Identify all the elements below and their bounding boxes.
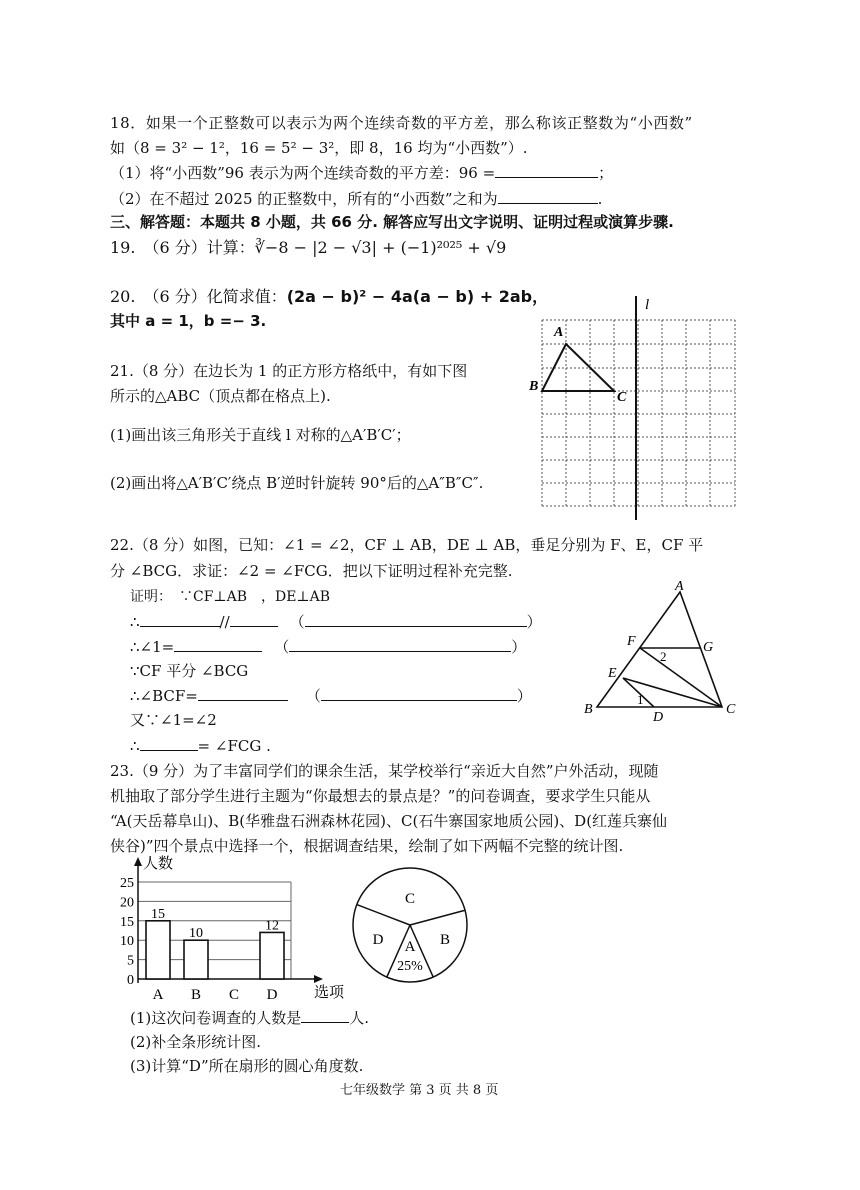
bar [146,921,170,979]
y-axis-label: 人数 [143,856,174,872]
bar-chart [108,852,348,1002]
pie-chart [345,860,475,990]
q22-triangle-figure [580,580,750,725]
y-tick-label: 10 [120,934,134,950]
svg-text:E: E [608,666,617,681]
q23-part3: (3)计算“D”所在扇形的圆心角度数. [130,1057,364,1075]
y-tick-label: 5 [127,953,134,969]
proof-line-5: ∴∠BCF= （ ） [130,687,532,705]
pie-slice-label: C [404,891,416,907]
label-b: B [529,379,539,394]
q22-line2: 分 ∠BCG．求证：∠2 = ∠FCG．把以下证明过程补充完整. [110,562,513,580]
q21-grid-figure [525,292,750,522]
proof-line-4: ∵CF 平分 ∠BCG [130,662,249,680]
svg-text:1: 1 [637,692,644,707]
proof-reason-3[interactable] [289,636,511,652]
proof-blank-7[interactable] [140,735,198,751]
y-tick-label: 20 [120,895,134,911]
y-tick-label: 15 [120,914,134,930]
proof-blank-3[interactable] [174,636,262,652]
label-l: l [645,297,650,313]
svg-text:2: 2 [660,649,667,664]
q18-part1: （1）将“小西数”96 表示为两个连续奇数的平方差：96 = ； [110,164,614,182]
proof-line-3: ∴∠1= （ ） [130,638,527,656]
pie-percent-label: 25% [397,959,423,974]
q23-line2: 机抽取了部分学生进行主题为“你最想去的景点是？”的问卷调查，要求学生只能从 [110,787,651,805]
q18-line1: 18．如果一个正整数可以表示为两个连续奇数的平方差，那么称该正整数为“小西数” [110,114,693,132]
q23-line4: 侠谷)”四个景点中选择一个，根据调查结果，绘制了如下两幅不完整的统计图. [110,837,624,855]
q20: 20. （6 分）化简求值：(2a − b)² − 4a(a − b) + 2ab， [110,287,549,306]
q21-part2: (2)画出将△A′B′C′绕点 B′逆时针旋转 90°后的△A″B″C″. [110,474,484,492]
x-axis-label: 选项 [314,985,345,1001]
bar [184,940,208,979]
y-tick-label: 0 [127,973,134,988]
svg-text:F: F [627,634,636,649]
q20-expression: (2a − b)² − 4a(a − b) + 2ab， [286,287,549,306]
label-a: A [554,325,564,340]
proof-blank-2a[interactable] [140,611,220,627]
q23-line3: “A(天岳幕阜山)、B(华雅盘石洲森林花园)、C(石牛寨国家地质公园)、D(红莲兵寨仙 [110,812,668,830]
q23-part1: (1)这次问卷调查的人数是 人. [130,1009,370,1027]
x-axis-arrow [314,975,323,983]
pie-slice-label: B [439,932,451,948]
q19: 19. （6 分）计算：∛−8 − |2 − √3| + (−1)²⁰²⁵ + √9 [110,238,507,257]
q23-part2: (2)补全条形统计图. [130,1033,262,1051]
proof-reason-2[interactable] [305,611,527,627]
q23-line1: 23.（9 分）为了丰富同学们的课余生活，某学校举行“亲近大自然”户外活动，现随 [110,762,659,780]
q23-blank1[interactable] [301,1007,349,1023]
data-label: 12 [265,918,279,934]
pie-slice-label: A [404,939,416,955]
data-label: 10 [189,926,203,942]
svg-text:A: A [675,580,684,594]
proof-line-6: 又∵∠1=∠2 [130,711,217,729]
q18-blank2[interactable] [498,188,598,204]
svg-text:G: G [703,640,714,655]
page-footer: 七年级数学 第 3 页 共 8 页 [340,1083,499,1098]
data-label: 15 [151,906,165,922]
q20-condition: 其中 a = 1，b =− 3. [110,312,267,330]
q18-blank1[interactable] [495,162,598,178]
svg-text:C: C [726,702,736,717]
y-tick-label: 25 [120,876,134,891]
q19-expression: ∛−8 − |2 − √3| + (−1)²⁰²⁵ + √9 [254,238,507,257]
y-axis-arrow [134,857,142,866]
x-tick-label: D [266,987,278,1002]
label-c: C [617,390,627,405]
section3-heading: 三、解答题：本题共 8 小题，共 66 分. 解答应写出文字说明、证明过程或演算步骤. [110,213,674,231]
proof-line-7: ∴ = ∠FCG . [130,737,271,755]
pie-slice-label: D [372,932,384,948]
q21-line1: 21.（8 分）在边长为 1 的正方形方格纸中，有如下图 [110,362,468,380]
proof-line-1: 证明： ∵CF⊥AB ，DE⊥AB [130,589,330,605]
x-tick-label: B [190,987,202,1002]
proof-reason-5[interactable] [321,685,517,701]
svg-text:B: B [584,702,593,717]
svg-text:D: D [653,710,664,725]
x-tick-label: A [152,987,164,1002]
x-tick-label: C [228,987,240,1002]
q22-line1: 22.（8 分）如图，已知：∠1 = ∠2，CF ⊥ AB，DE ⊥ AB，垂足分别为 F、E，CF 平 [110,536,704,554]
q21-part1: (1)画出该三角形关于直线 l 对称的△A′B′C′； [110,426,411,444]
q18-line2: 如（8 = 3² − 1²，16 = 5² − 3²，即 8，16 均为“小西数”）. [110,139,528,157]
q18-part2: （2）在不超过 2025 的正整数中，所有的“小西数”之和为 . [110,190,603,208]
proof-blank-2b[interactable] [230,611,278,627]
q21-line2: 所示的△ABC（顶点都在格点上). [110,387,331,405]
proof-line-2: ∴ // （ ） [130,613,542,631]
proof-blank-5[interactable] [198,685,288,701]
bar [260,932,284,979]
